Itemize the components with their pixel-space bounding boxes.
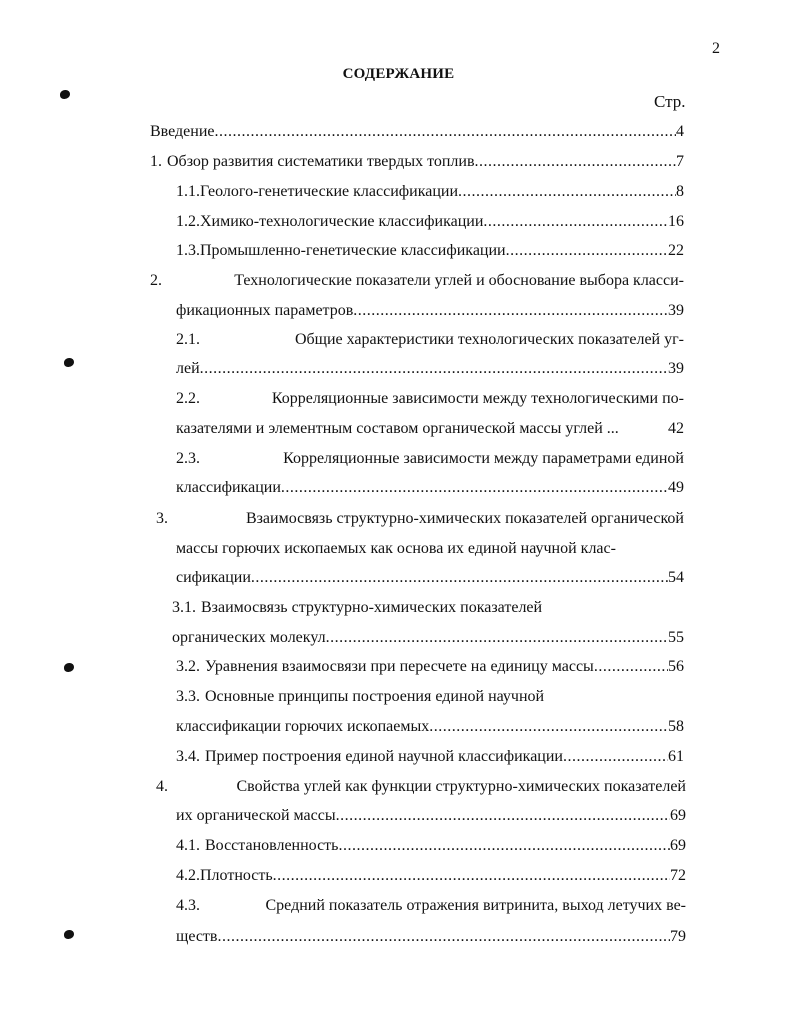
toc-entry-text: их органической массы [176,807,336,824]
toc-entry-3-1-line2 [172,626,684,650]
toc-entry-intro [150,120,684,144]
toc-entry-4-3-line1 [176,894,686,918]
toc-leader-dots [506,239,668,263]
toc-entry-text: Геолого-генетические классификации [200,183,459,200]
binder-hole-mark [64,930,74,939]
toc-leader-dots [273,864,670,888]
toc-entry-1-2 [176,210,684,234]
toc-entry-text: Технологические показатели углей и обоснование выбора класси- [234,272,684,289]
toc-entry-text: лей [176,360,200,377]
toc-entry-2-3-line2 [176,476,684,500]
toc-entry-page: 39 [668,302,684,319]
toc-leader-dots [483,210,668,234]
toc-entry-3-2 [176,655,684,679]
page-column-label: Стр. [654,92,686,111]
binder-hole-mark [64,663,74,672]
toc-entry-number: 4.1. [176,837,200,854]
toc-entry-page: 69 [670,837,686,854]
toc-entry-text: Средний показатель отражения витринита, выход летучих ве- [265,897,686,914]
toc-entry-2-2-line2 [176,417,684,441]
toc-entry-page: 58 [668,718,684,735]
toc-entry-number: 4.2. [176,867,200,884]
toc-entry-text: Восстановленность [205,837,339,854]
toc-entry-section-1 [150,150,684,174]
toc-entry-number: 2. [150,272,162,289]
toc-entry-4-1 [176,834,686,858]
toc-entry-text: казателями и элементным составом органической массы углей ... [176,420,619,437]
toc-entry-4-2 [176,864,686,888]
toc-entry-3-4 [176,745,684,769]
toc-entry-number: 2.1. [176,331,200,348]
toc-entry-page: 72 [670,867,686,884]
toc-entry-4-3-line2 [176,925,686,949]
toc-entry-page: 61 [668,748,684,765]
toc-entry-section-4-line2 [176,804,686,828]
toc-entry-text: Пример построения единой научной классификации [205,748,563,765]
toc-entry-page: 42 [668,420,684,437]
toc-entry-number: 1.2. [176,213,200,230]
toc-entry-page: 56 [668,658,684,675]
toc-entry-text: массы горючих ископаемых как основа их единой научной клас- [176,540,616,557]
toc-leader-dots [458,180,676,204]
toc-entry-number: 3.1. [172,599,196,616]
page-title: СОДЕРЖАНИЕ [342,66,455,82]
page-number: 2 [712,40,720,57]
toc-entry-text: Химико-технологические классификации [200,213,484,230]
toc-leader-dots [563,745,668,769]
toc-entry-2-3-line1 [176,447,684,471]
toc-entry-text: классификации горючих ископаемых [176,718,430,735]
toc-leader-dots [200,357,668,381]
toc-entry-3-3-line2 [176,715,684,739]
toc-entry-3-3-line1 [176,685,684,709]
toc-leader-dots [475,150,676,174]
toc-entry-2-1-line2 [176,357,684,381]
toc-entry-text: сификации [176,569,251,586]
toc-entry-2-2-line1 [176,387,684,411]
toc-entry-page: 7 [676,153,684,170]
toc-entry-page: 4 [676,123,684,140]
toc-entry-section-2-line1 [150,269,684,293]
toc-leader-dots [338,834,670,858]
toc-entry-number: 3.2. [176,658,200,675]
toc-leader-dots [215,120,677,144]
toc-entry-number: 1.1. [176,183,200,200]
toc-leader-dots [251,566,668,590]
toc-entry-text: Обзор развития систематики твердых топлив [167,153,475,170]
binder-hole-mark [60,90,70,99]
toc-entry-text: Основные принципы построения единой научной [205,688,545,705]
toc-entry-text: ществ [176,928,218,945]
toc-entry-number: 3.3. [176,688,200,705]
toc-entry-1-3 [176,239,684,263]
toc-entry-section-3-line2 [176,537,684,561]
toc-leader-dots [217,925,670,949]
toc-entry-number: 2.3. [176,450,200,467]
toc-leader-dots [281,476,668,500]
toc-entry-page: 16 [668,213,684,230]
toc-entry-text: Плотность [200,867,273,884]
toc-entry-section-3-line1 [156,507,684,531]
toc-entry-text: Свойства углей как функции структурно-химических показателей [236,778,686,795]
toc-entry-text: Корреляционные зависимости между технологическими по- [271,390,684,407]
binder-hole-mark [64,358,74,367]
toc-entry-number: 3.4. [176,748,200,765]
toc-entry-section-4-line1 [156,775,686,799]
toc-entry-page: 55 [668,629,684,646]
toc-entry-number: 3. [156,510,168,527]
toc-entry-3-1-line1 [172,596,684,620]
toc-entry-section-3-line3 [176,566,684,590]
toc-entry-number: 4. [156,778,168,795]
toc-leader-dots [429,715,668,739]
toc-entry-section-2-line2 [176,299,684,323]
toc-entry-text: Взаимосвязь структурно-химических показателей [201,599,543,616]
toc-entry-page: 54 [668,569,684,586]
toc-entry-text: Уравнения взаимосвязи при пересчете на единицу массы [205,658,594,675]
toc-entry-page: 39 [668,360,684,377]
toc-leader-dots [336,804,670,828]
toc-entry-page: 22 [668,242,684,259]
toc-entry-number: 1.3. [176,242,200,259]
toc-entry-2-1-line1 [176,328,684,352]
toc-entry-page: 79 [670,928,686,945]
toc-leader-dots [594,655,668,679]
toc-entry-text: классификации [176,479,281,496]
toc-entry-text: Общие характеристики технологических показателей уг- [294,331,684,348]
toc-leader-dots [326,626,668,650]
toc-entry-number: 1. [150,153,162,170]
toc-entry-text: Взаимосвязь структурно-химических показателей органической [245,510,684,527]
toc-entry-number: 2.2. [176,390,200,407]
toc-entry-page: 8 [676,183,684,200]
toc-entry-text: Промышленно-генетические классификации [200,242,506,259]
toc-entry-text: Корреляционные зависимости между параметрами единой [283,450,684,467]
toc-entry-text: органических молекул [172,629,326,646]
toc-entry-page: 49 [668,479,684,496]
toc-leader-dots [353,299,668,323]
toc-entry-text: Введение [150,123,215,140]
toc-entry-text: фикационных параметров [176,302,354,319]
toc-entry-page: 69 [670,807,686,824]
toc-entry-number: 4.3. [176,897,200,914]
toc-entry-1-1 [176,180,684,204]
